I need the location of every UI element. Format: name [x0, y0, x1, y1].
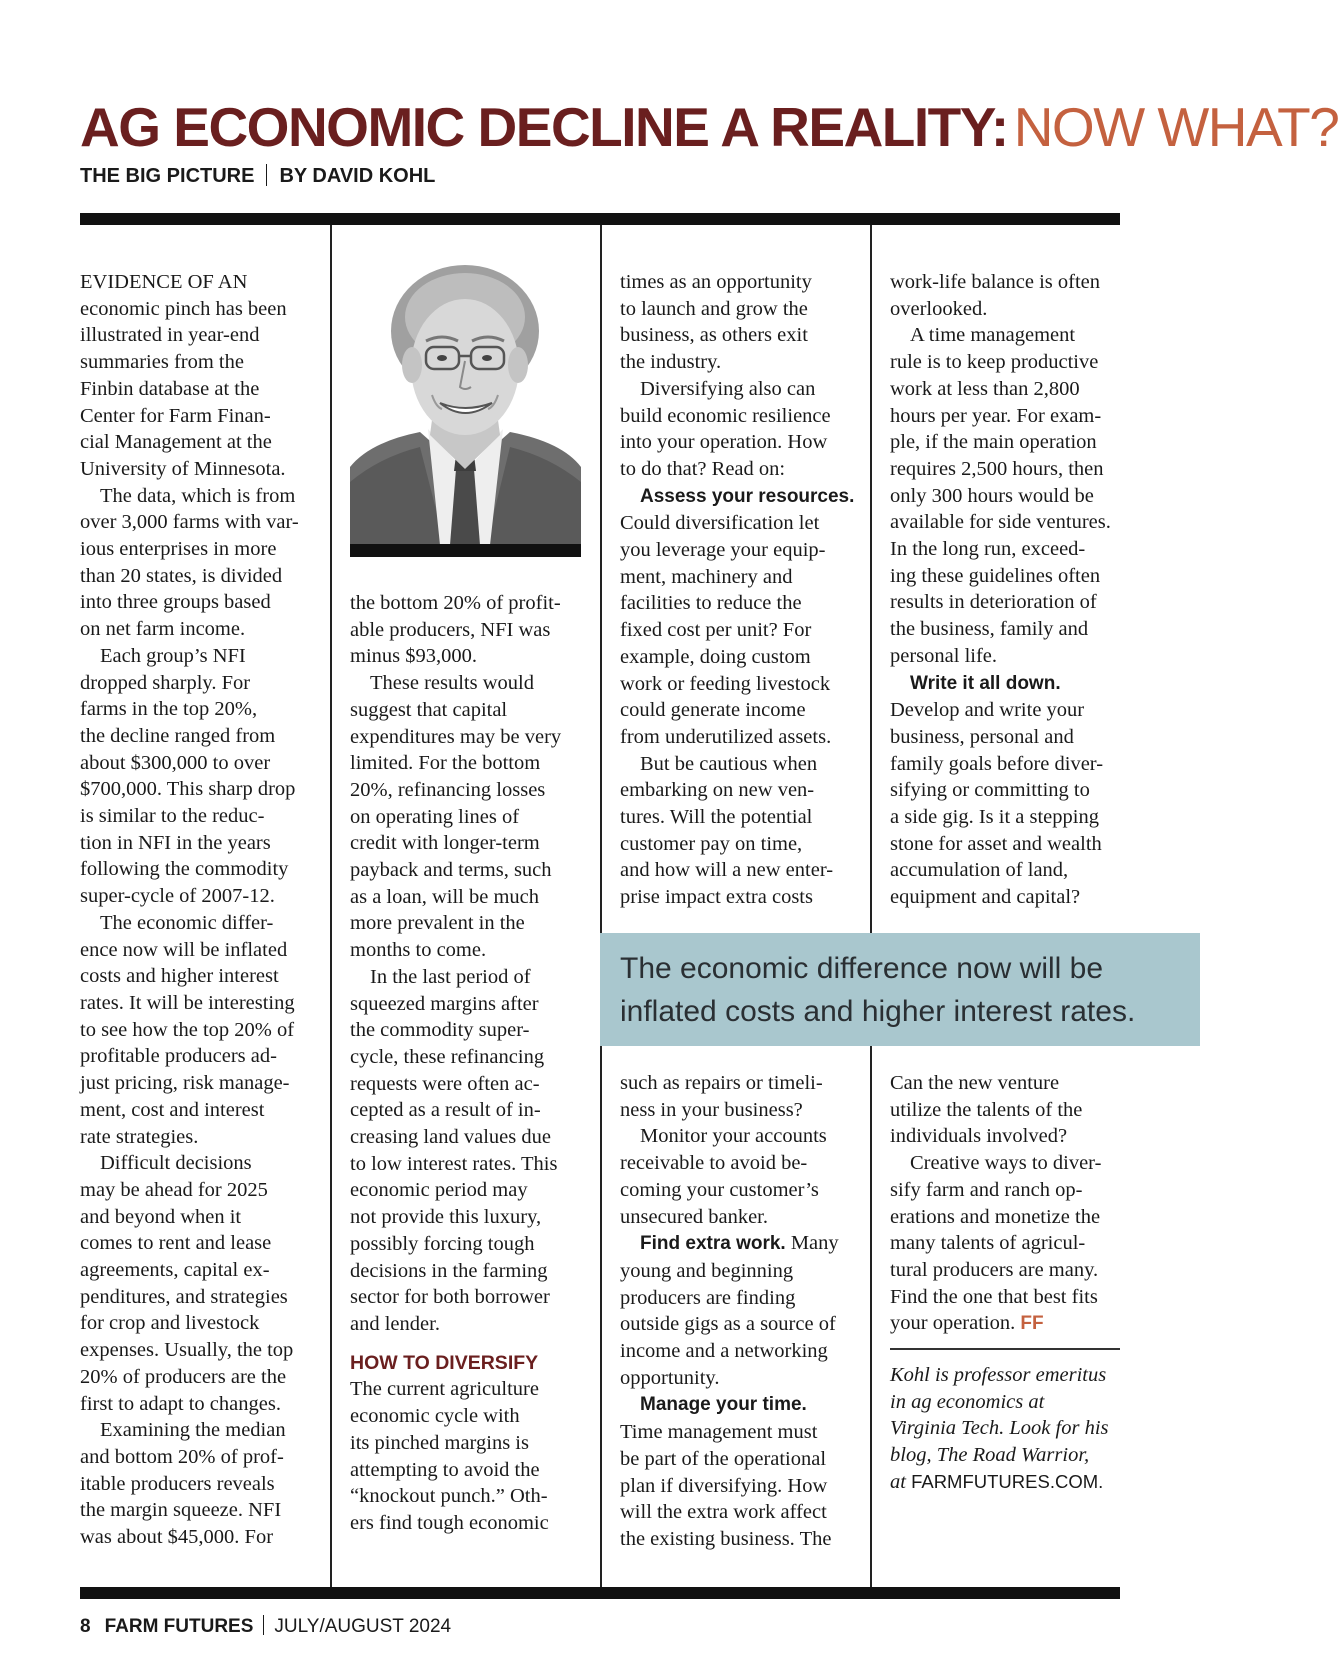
- subhead-lead: Manage your time.: [640, 1394, 807, 1416]
- section-label: THE BIG PICTURE: [80, 165, 255, 187]
- column-4-top: [890, 269, 1111, 911]
- paragraph: Difficult decisions may be ahead for 2025 and beyond when it comes to rent and lease agreements, capital ex- penditures, and strategies for crop and livestock expenses. Usually, the top 20% of producers are the first to adapt to changes.: [80, 1152, 294, 1415]
- pull-quote-text: The economic difference now will be inflated costs and higher interest rates.: [620, 952, 1136, 1028]
- paragraph: EVIDENCE OF AN economic pinch has been illustrated in year-end summaries from the Finbin database at the Center for Farm Finan- cial Management at the University of Minnesota.: [80, 271, 287, 480]
- magazine-name: FARM FUTURES: [104, 1616, 254, 1637]
- paragraph: The current agriculture economic cycle with its pinched margins is attempting to avoid the “knockout punch.” Oth- ers find tough economic: [350, 1378, 549, 1534]
- column-3-top: [620, 269, 854, 911]
- page-footer: [80, 1615, 451, 1638]
- paragraph: times as an opportunity to launch and grow the business, as others exit the industry.: [620, 271, 812, 374]
- paragraph: In the last period of squeezed margins after the commodity super- cycle, these refinancing requests were often ac- cepted as a result of in- creasing land values due to low interest rates. This economic period may not provide this luxury, possibly forcing tough decisions in the farming sector for both borrower and lender.: [350, 965, 558, 1335]
- issue-date: JULY/AUGUST 2024: [274, 1616, 452, 1637]
- paragraph: These results would suggest that capital expenditures may be very limited. For the bottom 20%, refinancing losses on operating lines of credit with longer-term payback and terms, such as a loan, will be much more prevalent in the months to come.: [350, 672, 562, 962]
- paragraph: Each group’s NFI dropped sharply. For farms in the top 20%, the decline ranged from about $300,000 to over $700,000. This sharp drop is similar to the reduc- tion in NFI in the years following the commodity super-cycle of 2007-12.: [80, 644, 296, 908]
- paragraph: Find extra work. Many young and beginning producers are finding outside gigs as a source of income and a networking opportunity.: [620, 1232, 839, 1389]
- section-heading: HOW TO DIVERSIFY: [350, 1351, 539, 1374]
- paragraph: Kohl is professor emeritus in ag economics at Virginia Tech. Look for his blog, The Road Warrior, at FARMFUTURES.COM.: [890, 1364, 1109, 1493]
- paragraph: Write it all down. Develop and write your business, personal and family goals before diver- sifying or committing to a side gig. Is it a stepping stone for asset and wealth accumulation of land, equipment and capital?: [890, 672, 1104, 909]
- headline-accent: NOW WHAT?: [1013, 96, 1338, 158]
- author-portrait-icon: [350, 257, 581, 557]
- column-1: [80, 269, 299, 1551]
- column-2: [350, 590, 561, 1537]
- paragraph: Examining the median and bottom 20% of prof- itable producers reveals the margin squeeze. NFI was about $45,000. For: [80, 1419, 286, 1549]
- headline-main: AG ECONOMIC DECLINE A REALITY:: [80, 96, 1008, 158]
- column-divider-3: [870, 225, 872, 1587]
- byline: [80, 164, 435, 188]
- bio-divider: [890, 1348, 1120, 1350]
- subhead-lead: Write it all down.: [910, 672, 1061, 694]
- subhead-lead: Find extra work.: [640, 1233, 786, 1255]
- subhead-lead: Assess your resources.: [640, 485, 855, 507]
- bottom-rule: [80, 1587, 1120, 1599]
- end-mark: FF: [1020, 1313, 1044, 1335]
- column-4-bottom: [890, 1070, 1101, 1338]
- pull-quote: [600, 933, 1200, 1046]
- paragraph: Manage your time. Time management must be part of the operational plan if diversifying. How will the extra work affect the existing business. The: [620, 1394, 832, 1550]
- paragraph: the bottom 20% of profit- able producers, NFI was minus $93,000.: [350, 592, 561, 668]
- byline-divider: [266, 164, 267, 186]
- column-divider-2: [600, 225, 602, 1587]
- top-rule: [80, 213, 1120, 225]
- author-byline: BY DAVID KOHL: [279, 165, 436, 187]
- paragraph: such as repairs or timeli- ness in your business?: [620, 1072, 823, 1121]
- paragraph: The data, which is from over 3,000 farms with var- ious enterprises in more than 20 states, is divided into three groups based on net farm income.: [80, 484, 299, 641]
- column-divider-1: [330, 225, 332, 1587]
- footer-divider: [263, 1615, 264, 1635]
- paragraph: Can the new venture utilize the talents of the individuals involved?: [890, 1072, 1083, 1148]
- page-number: 8: [80, 1616, 91, 1637]
- paragraph: But be cautious when embarking on new ven- tures. Will the potential customer pay on time, and how will a new enter- prise impact extra costs: [620, 752, 834, 909]
- column-3-bottom: [620, 1070, 839, 1553]
- paragraph: work-life balance is often overlooked.: [890, 271, 1101, 320]
- paragraph: Diversifying also can build economic resilience into your operation. How to do that? Read on:: [620, 377, 831, 480]
- author-bio: [890, 1362, 1109, 1496]
- paragraph: The economic differ- ence now will be inflated costs and higher interest rates. It will be interesting to see how the top 20% of profitable producers ad- just pricing, risk manage- ment, cost and interest rate strategies.: [80, 911, 295, 1148]
- paragraph: A time management rule is to keep productive work at less than 2,800 hours per year. For exam- ple, if the main operation requires 2,500 hours, then only 300 hours would be available for side ventures. In the long run, exceed- ing these guidelines often results in deterioration of the business, family and personal life.: [890, 324, 1111, 667]
- paragraph: Assess your resources. Could diversification let you leverage your equip- ment, machinery and facilities to reduce the fixed cost per unit? For example, doing custom work or feeding livestock could generate income from underutilized assets.: [620, 485, 855, 748]
- paragraph: Monitor your accounts receivable to avoid be- coming your customer’s unsecured banker.: [620, 1125, 827, 1228]
- headline: [80, 92, 1338, 162]
- paragraph: Creative ways to diver- sify farm and ranch op- erations and monetize the many talents of agricul- tural producers are many. Find the one that best fits your operation. FF: [890, 1152, 1102, 1335]
- website-link[interactable]: FARMFUTURES.COM.: [911, 1470, 1104, 1492]
